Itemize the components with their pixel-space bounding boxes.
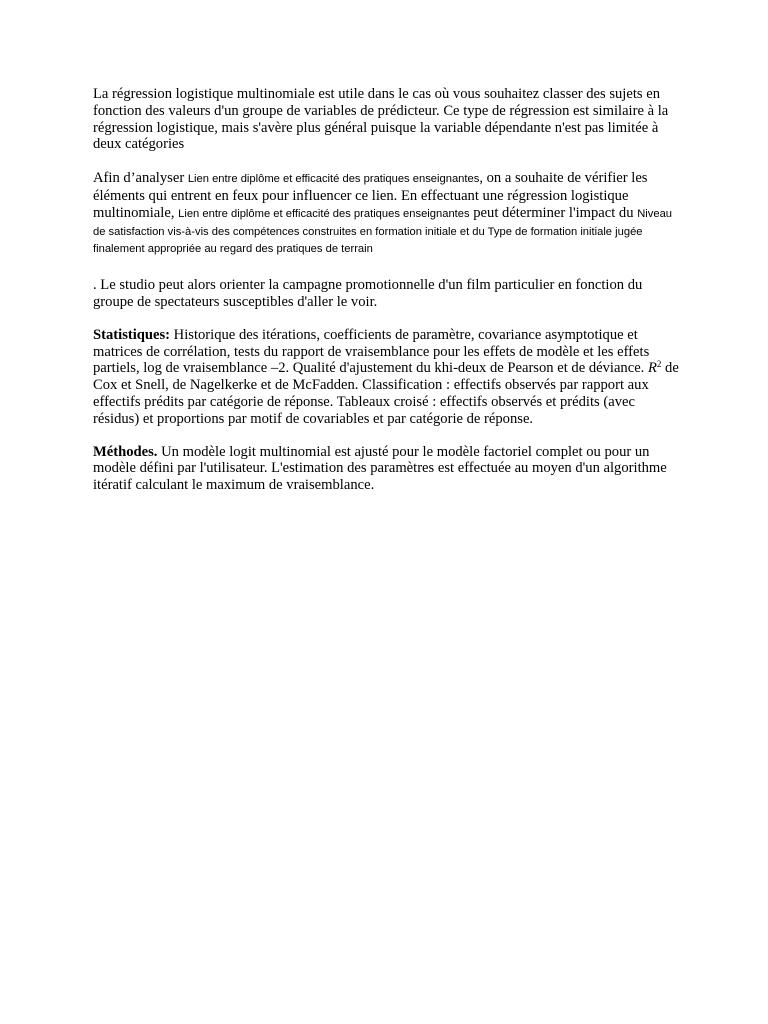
paragraph-intro: [93, 86, 683, 153]
analysis-topic-2: Lien entre diplôme et efficacité des pratiques enseignantes: [178, 207, 470, 220]
analysis-topic-1: Lien entre diplôme et efficacité des pratiques enseignantes: [187, 173, 480, 186]
statistics-text-1: Historique des itérations, coefficients de paramètre, covariance asymptotique et matrices de corrélation, tests du rapport de vraisemblance pour les effets de modèle et les effets partiels, log de vraisemblance –2. Qualité d'ajustement du khi-deux de Pearson et de déviance.: [93, 326, 650, 377]
analysis-factors: Niveau de satisfaction vis-à-vis des compétences construites en formation initiale et du Type de formation initiale jugée finalement appropriée au regard des pratiques de terrain: [93, 207, 673, 256]
studio-text: . Le studio peut alors orienter la campagne promotionnelle d'un film particulier en fonction du groupe de spectateurs susceptibles d'aller le voir.: [93, 277, 643, 310]
paragraph-statistics: [93, 327, 683, 428]
statistics-label: Statistiques:: [93, 326, 171, 343]
analysis-text-2: , on a souhaite de vérifier les éléments qui entrent en feux pour influencer ce lien. En effectuant une régression logistique multinomiale,: [93, 170, 648, 221]
paragraph-methods: [93, 444, 683, 494]
methods-label: Méthodes.: [93, 443, 158, 460]
methods-text: Un modèle logit multinomial est ajusté pour le modèle factoriel complet ou pour un modèle défini par l'utilisateur. L'estimation des paramètres est effectuée au moyen d'un algorithme itératif calculant le maximum de vraisemblance.: [93, 443, 667, 494]
analysis-text-3: peut déterminer l'impact du: [469, 204, 638, 221]
paragraph-analysis: [93, 170, 683, 258]
paragraph-studio: [93, 277, 683, 311]
analysis-text-1: Afin d’analyser: [93, 170, 188, 187]
r-squared-exponent: 2: [656, 359, 662, 370]
intro-text: La régression logistique multinomiale est utile dans le cas où vous souhaitez classer des sujets en fonction des valeurs d'un groupe de variables de prédicteur. Ce type de régression est similaire à la régression logistique, mais s'avère plus général puisque la variable dépendante n'est pas limitée à deux catégories: [93, 86, 669, 153]
statistics-text-2: de Cox et Snell, de Nagelkerke et de McFadden. Classification : effectifs observés par rapport aux effectifs prédits par catégorie de réponse. Tableaux croisé : effectifs observés et prédits (avec résidus) et proportions par motif de covariables et par catégorie de réponse.: [93, 360, 679, 427]
r-squared-symbol: R: [647, 360, 657, 377]
document-body: [93, 86, 683, 511]
